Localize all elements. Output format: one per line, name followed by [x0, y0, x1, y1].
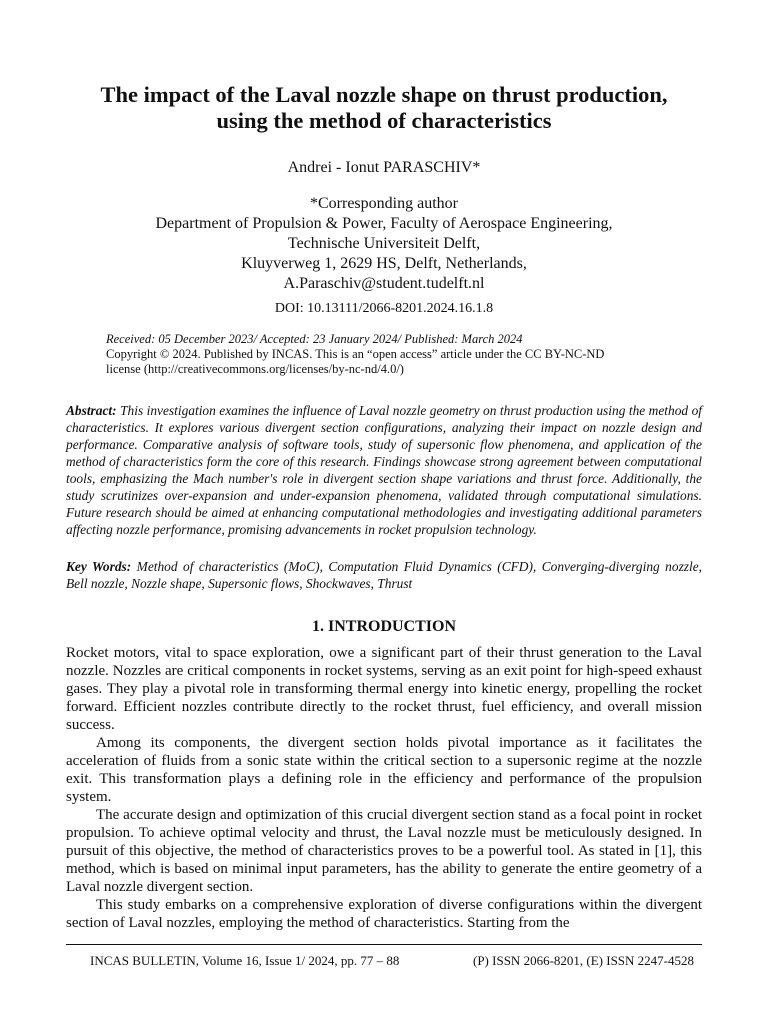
paper-title — [40, 82, 728, 134]
corresponding-author-note: *Corresponding author — [310, 195, 458, 212]
affiliation-block — [0, 194, 768, 294]
section-heading: 1. INTRODUCTION — [311, 618, 456, 635]
footer-divider — [66, 944, 702, 945]
affiliation-address: Kluyverweg 1, 2629 HS, Delft, Netherlands, — [241, 255, 527, 272]
paragraph: This study embarks on a comprehensive exploration of diverse configurations within the divergent section of Laval nozzles, employing the method of characteristics. Starting from the — [66, 897, 702, 931]
abstract-label: Abstract: — [66, 403, 117, 418]
publication-info — [106, 332, 706, 377]
abstract — [66, 402, 702, 538]
title-line-1: The impact of the Laval nozzle shape on thrust production, — [100, 82, 668, 107]
journal-citation: INCAS BULLETIN, Volume 16, Issue 1/ 2024, pp. 77 – 88 — [90, 953, 400, 968]
paragraph: Rocket motors, vital to space exploration, owe a significant part of their thrust generation to the Laval nozzle. Nozzles are critical components in rocket systems, serving as an exit point for high-speed exhaust gases. They play a pivotal role in transforming thermal energy into kinetic energy, propelling the rocket forward. Efficient nozzles contribute directly to the rocket thrust, fuel efficiency, and overall mission success. — [66, 645, 702, 733]
abstract-text: This investigation examines the influence of Laval nozzle geometry on thrust production using the method of characteristics. It explores various divergent section configurations, analyzing their impact on nozzle design and performance. Comparative analysis of software tools, study of supersonic flow phenomena, and application of the method of characteristics form the core of this research. Findings showcase strong agreement between computational tools, emphasizing the Mach number's role in divergent section shape variations and thrust force. Additionally, the study scrutinizes over-expansion and under-expansion phenomena, validated through computational simulations. Future research should be aimed at enhancing computational methodologies and investigating additional parameters affecting nozzle performance, promising advancements in rocket propulsion technology. — [66, 403, 702, 537]
copyright-line-2: license (http://creativecommons.org/licenses/by-nc-nd/4.0/) — [106, 362, 404, 376]
issn-info: (P) ISSN 2066-8201, (E) ISSN 2247-4528 — [473, 953, 694, 968]
publication-dates: Received: 05 December 2023/ Accepted: 23 January 2024/ Published: March 2024 — [106, 332, 523, 346]
keywords — [66, 558, 702, 592]
keywords-label: Key Words: — [66, 559, 132, 574]
keywords-text: Method of characteristics (MoC), Computation Fluid Dynamics (CFD), Converging-diverging nozzle, Bell nozzle, Nozzle shape, Supersonic flows, Shockwaves, Thrust — [66, 559, 702, 591]
doi-link[interactable]: DOI: 10.13111/2066-8201.2024.16.1.8 — [274, 301, 494, 316]
affiliation-university: Technische Universiteit Delft, — [287, 235, 481, 252]
paragraph: Among its components, the divergent section holds pivotal importance as it facilitates the acceleration of fluids from a sonic state within the critical section to a supersonic regime at the nozzle exit. This transformation plays a defining role in the efficiency and performance of the propulsion system. — [66, 735, 702, 805]
author-email[interactable]: A.Paraschiv@student.tudelft.nl — [283, 275, 485, 292]
title-line-2: using the method of characteristics — [216, 108, 552, 133]
author-name: Andrei - Ionut PARASCHIV* — [287, 159, 481, 176]
affiliation-department: Department of Propulsion & Power, Faculty of Aerospace Engineering, — [155, 215, 613, 232]
introduction-body — [66, 644, 702, 932]
copyright-line-1: Copyright © 2024. Published by INCAS. This is an “open access” article under the CC BY-NC-ND — [106, 347, 605, 361]
paragraph: The accurate design and optimization of this crucial divergent section stand as a focal point in rocket propulsion. To achieve optimal velocity and thrust, the Laval nozzle must be meticulously designed. In pursuit of this objective, the method of characteristics proves to be a powerful tool. As stated in [1], this method, which is based on minimal input parameters, has the ability to generate the entire geometry of a Laval nozzle divergent section. — [66, 807, 702, 895]
